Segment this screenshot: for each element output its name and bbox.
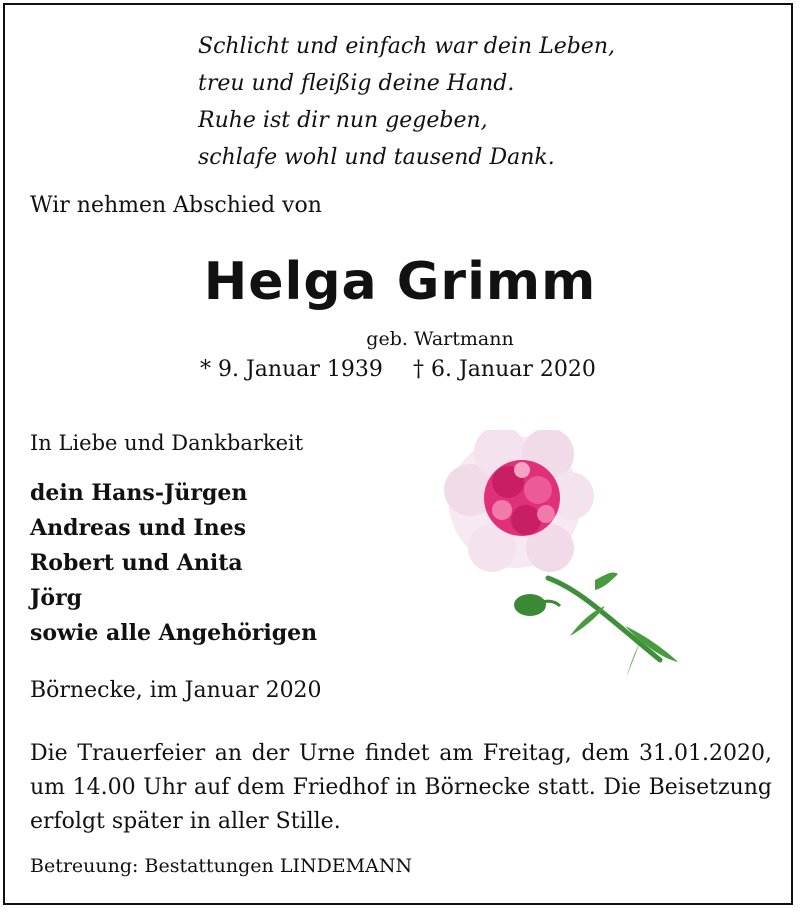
- closing-phrase: In Liebe und Dankbarkeit: [30, 431, 304, 455]
- deceased-name: Helga Grimm: [203, 252, 597, 312]
- maiden-name: geb. Wartmann: [366, 328, 514, 350]
- carnation-flower-icon: [430, 430, 700, 690]
- birth-date: * 9. Januar 1939: [200, 357, 383, 382]
- mourners-list: [30, 476, 317, 651]
- mourner-name: Andreas und Ines: [30, 515, 247, 541]
- funeral-home-credit: Betreuung: Bestattungen LINDEMANN: [30, 855, 413, 877]
- death-date: † 6. Januar 2020: [413, 357, 596, 382]
- poem-line: schlafe wohl und tausend Dank.: [198, 145, 555, 170]
- poem-line: Ruhe ist dir nun gegeben,: [198, 108, 488, 133]
- mourner-name: sowie alle Angehörigen: [30, 620, 318, 646]
- place-and-date: Börnecke, im Januar 2020: [30, 678, 322, 703]
- mourner-name: Robert und Anita: [30, 550, 243, 576]
- funeral-service-info: Die Trauerfeier an der Urne findet am Freitag, dem 31.01.2020, um 14.00 Uhr auf dem Friedhof in Börnecke statt. Die Beisetzung erfolgt später in aller Stille.: [30, 741, 772, 834]
- farewell-intro: Wir nehmen Abschied von: [30, 193, 322, 218]
- poem-line: treu und fleißig deine Hand.: [198, 71, 515, 96]
- memorial-poem: [198, 28, 615, 176]
- mourner-name: Jörg: [30, 585, 83, 611]
- mourner-name: dein Hans-Jürgen: [30, 480, 248, 506]
- poem-line: Schlicht und einfach war dein Leben,: [198, 34, 615, 59]
